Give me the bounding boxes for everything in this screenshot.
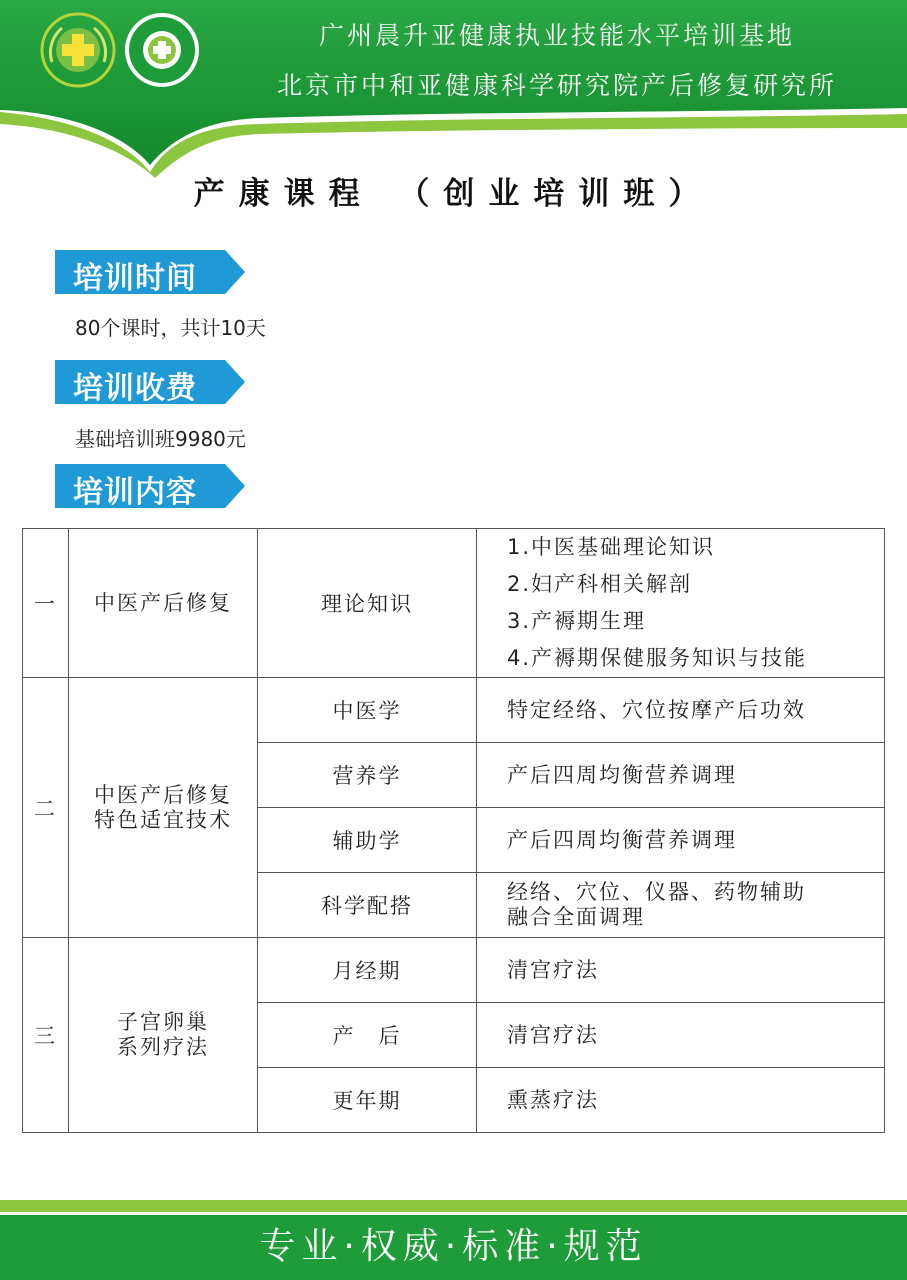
detail-line: 经络、穴位、仪器、药物辅助 <box>507 880 806 904</box>
category-line: 中医产后修复 <box>94 782 232 807</box>
course-table <box>22 528 885 1133</box>
footer-slogan: 专业·权威·标准·规范 <box>259 1226 648 1267</box>
subject-cell: 科学配搭 <box>258 873 477 938</box>
section-heading-fee <box>55 360 245 404</box>
detail-line: 1.中医基础理论知识 <box>507 535 716 559</box>
category-cell: 中医产后修复 <box>69 529 258 678</box>
subject-cell: 中医学 <box>258 678 477 743</box>
section-heading-time <box>55 250 245 294</box>
table-row <box>23 938 885 1003</box>
detail-line: 4.产褥期保健服务知识与技能 <box>507 646 808 670</box>
detail-cell <box>477 873 885 938</box>
detail-cell: 清宫疗法 <box>477 938 885 1003</box>
detail-line: 2.妇产科相关解剖 <box>507 572 693 596</box>
table-row <box>23 529 885 678</box>
category-line: 系列疗法 <box>117 1035 209 1059</box>
detail-line: 3.产褥期生理 <box>507 609 647 633</box>
training-fee-text: 基础培训班9980元 <box>75 427 246 451</box>
section-heading-content-label: 培训内容 <box>73 475 197 510</box>
header-banner <box>0 0 907 180</box>
subject-cell: 营养学 <box>258 743 477 808</box>
section-heading-fee-label: 培训收费 <box>73 371 197 406</box>
detail-cell <box>477 529 885 678</box>
row-number: 三 <box>23 938 69 1133</box>
subject-cell: 月经期 <box>258 938 477 1003</box>
table-row <box>23 678 885 743</box>
subject-cell: 产 后 <box>258 1003 477 1068</box>
detail-line: 融合全面调理 <box>507 905 645 929</box>
footer-banner <box>0 1200 907 1280</box>
detail-cell: 产后四周均衡营养调理 <box>477 808 885 873</box>
institute-seal-logo <box>122 10 202 90</box>
detail-cell: 产后四周均衡营养调理 <box>477 743 885 808</box>
health-cross-logo <box>38 10 118 90</box>
detail-cell: 特定经络、穴位按摩产后功效 <box>477 678 885 743</box>
section-heading-time-label: 培训时间 <box>73 261 197 296</box>
row-number: 一 <box>23 529 69 678</box>
subject-cell: 更年期 <box>258 1068 477 1133</box>
subject-cell: 理论知识 <box>258 529 477 678</box>
page-title: 产康课程 （创业培训班） <box>193 176 714 212</box>
category-line: 特色适宜技术 <box>94 807 232 832</box>
subject-cell: 辅助学 <box>258 808 477 873</box>
section-heading-content <box>55 464 245 508</box>
detail-cell: 清宫疗法 <box>477 1003 885 1068</box>
training-time-text: 80个课时，共计10天 <box>75 316 266 340</box>
category-line: 子宫卵巢 <box>117 1010 209 1034</box>
detail-cell: 熏蒸疗法 <box>477 1068 885 1133</box>
org-name-line-2: 北京市中和亚健康科学研究院产后修复研究所 <box>276 71 837 100</box>
category-cell <box>69 678 258 938</box>
org-name-line-1: 广州晨升亚健康执业技能水平培训基地 <box>318 21 795 50</box>
row-number: 二 <box>23 678 69 938</box>
category-cell <box>69 938 258 1133</box>
